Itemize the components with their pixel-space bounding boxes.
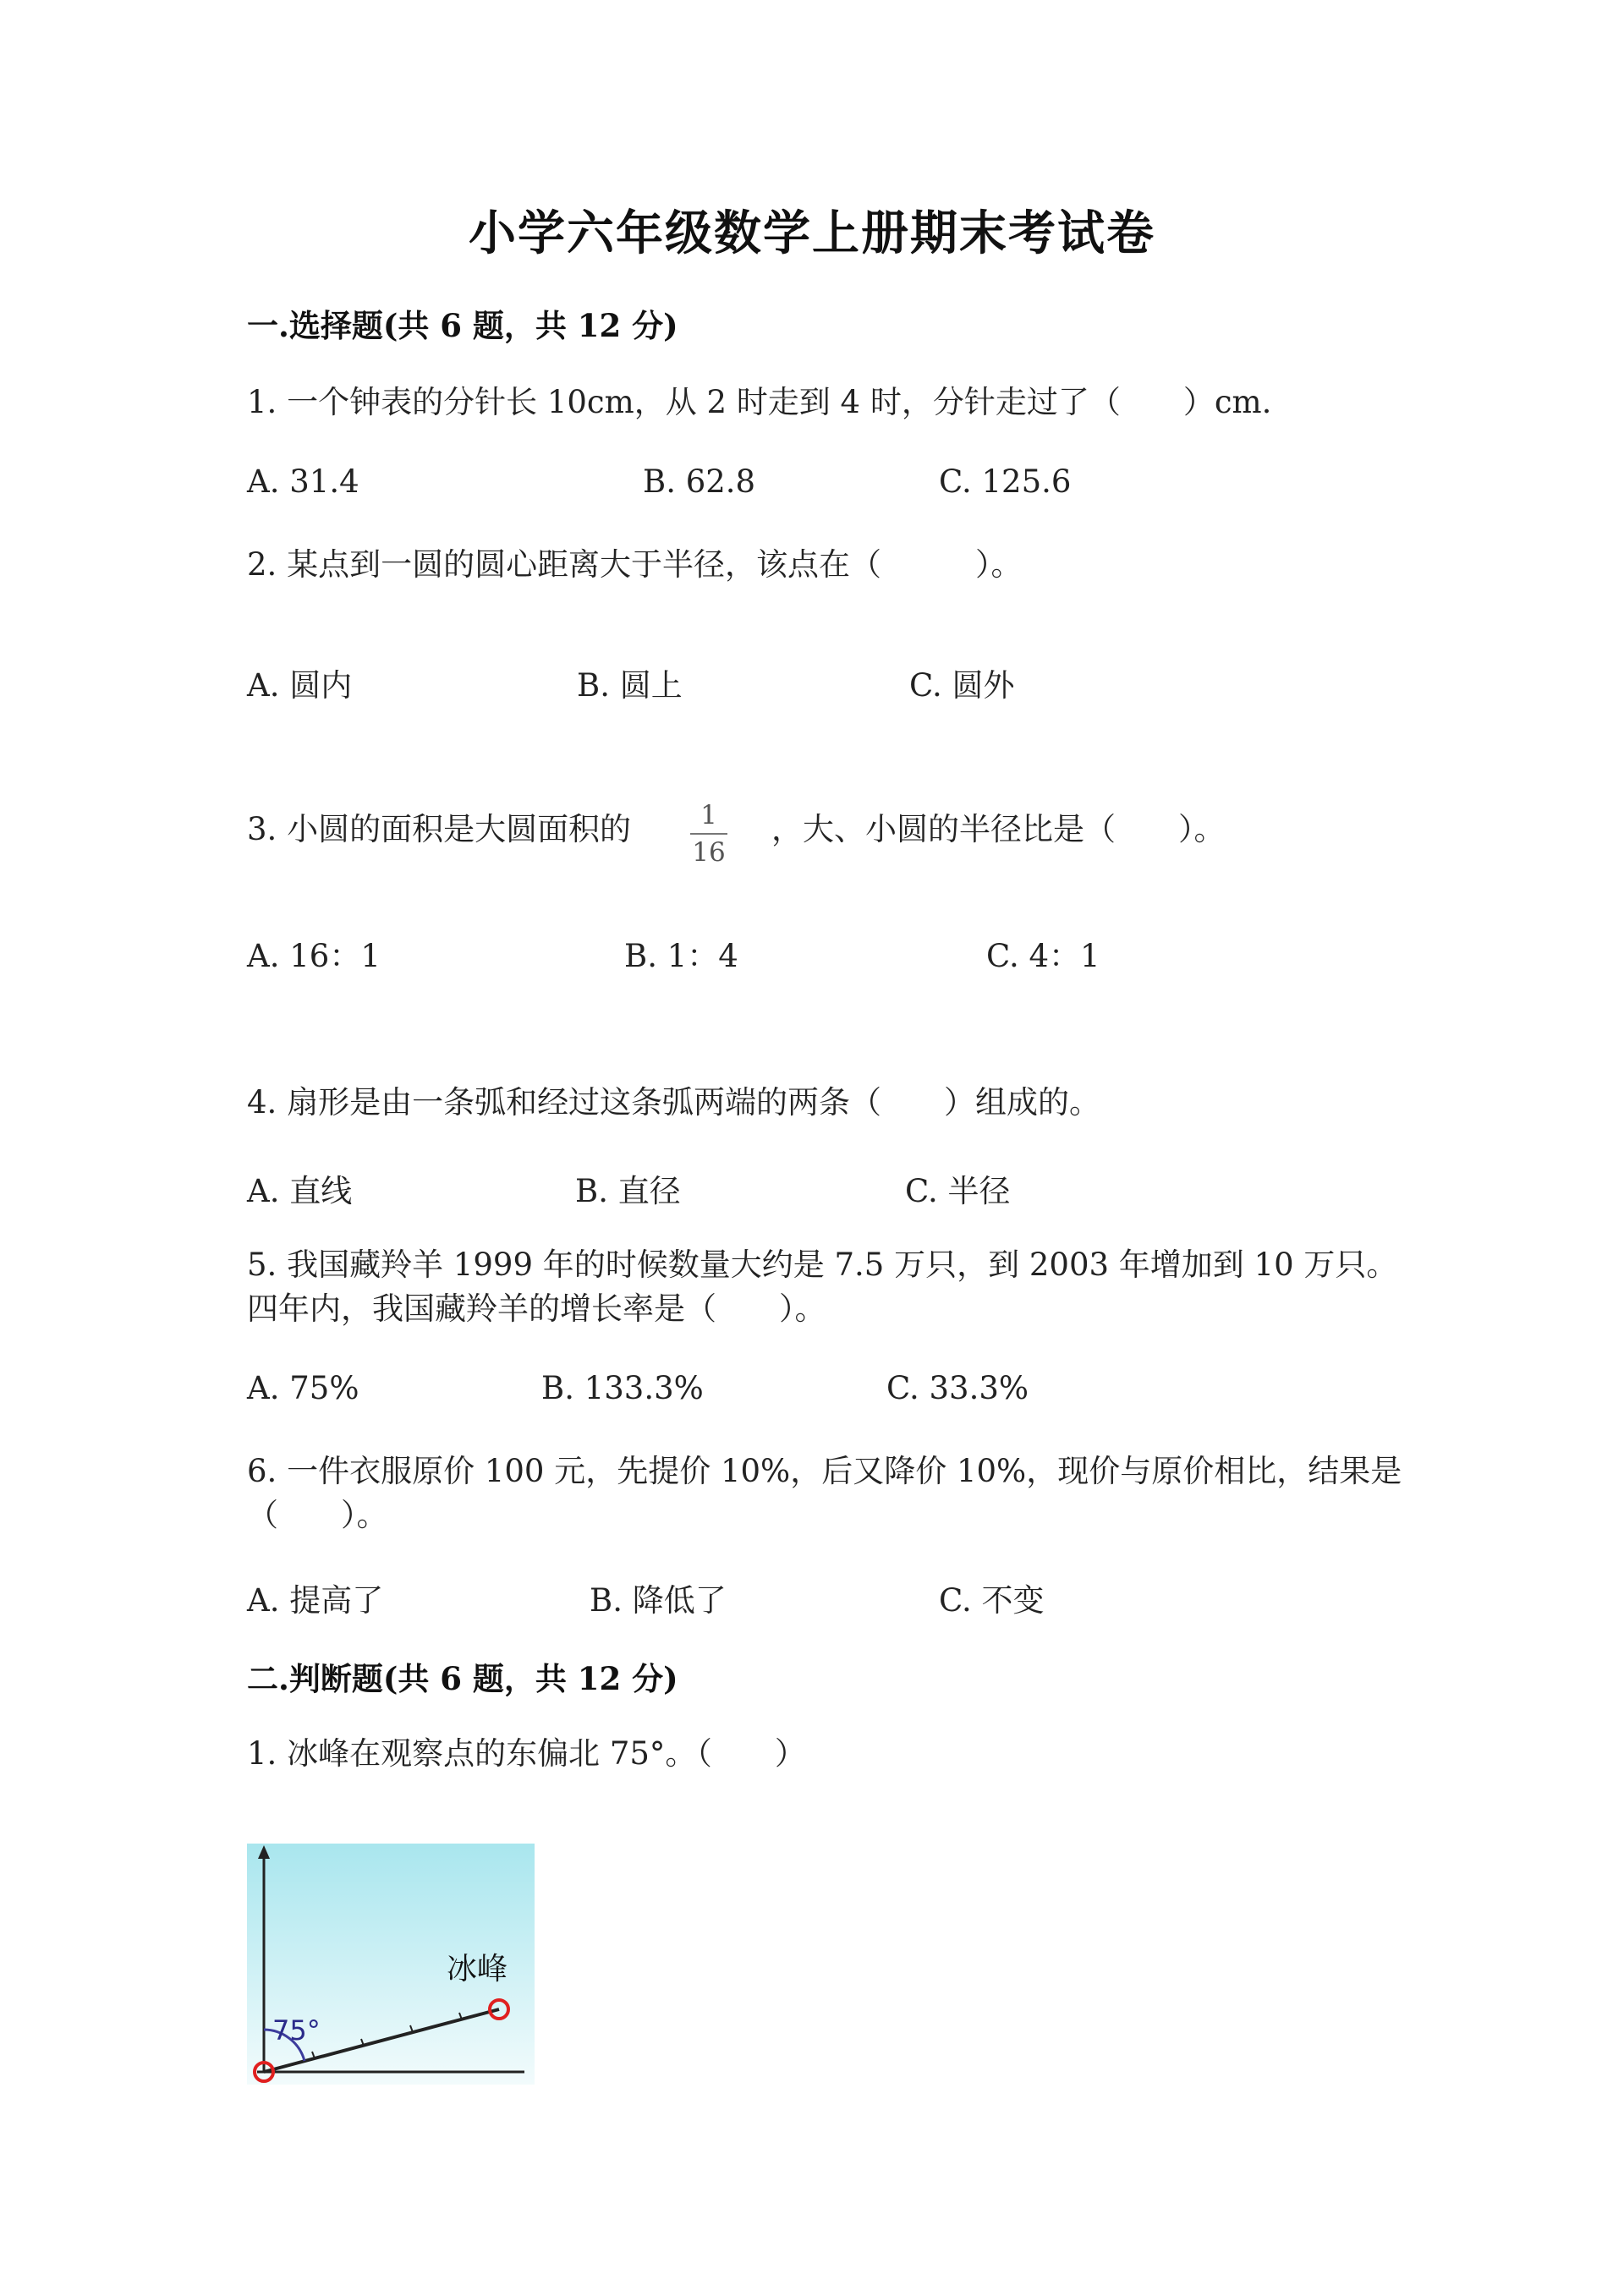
question-1-6-line2: （ ）。 <box>247 1497 388 1533</box>
direction-figure <box>247 1844 535 2085</box>
q1-2-option-c: C. 圆外 <box>909 667 1015 704</box>
section-heading-choice: 一.选择题(共 6 题，共 12 分) <box>247 307 678 344</box>
question-1-4: 4. 扇形是由一条弧和经过这条弧两端的两条（ ）组成的。 <box>247 1084 1101 1121</box>
fraction-bar <box>690 833 727 835</box>
q1-2-option-b: B. 圆上 <box>577 667 683 704</box>
page-title: 小学六年级数学上册期末考试卷 <box>469 205 1155 261</box>
q1-4-option-c: C. 半径 <box>905 1173 1011 1209</box>
fraction-numerator: 1 <box>700 800 717 830</box>
question-1-3-prefix: 3. 小圆的面积是大圆面积的 <box>247 811 632 847</box>
q1-6-option-c: C. 不变 <box>939 1582 1045 1619</box>
q1-4-option-a: A. 直线 <box>247 1173 353 1209</box>
q1-5-option-a: A. 75% <box>247 1370 359 1406</box>
q1-3-option-b: B. 1：4 <box>624 938 738 974</box>
place-label: 冰峰 <box>447 1952 508 1986</box>
fraction-denominator: 16 <box>692 837 726 868</box>
q1-1-option-a: A. 31.4 <box>247 463 359 500</box>
section-heading-judgement: 二.判断题(共 6 题，共 12 分) <box>247 1660 678 1697</box>
question-1-6-line1: 6. 一件衣服原价 100 元，先提价 10%，后又降价 10%，现价与原价相比，结果是 <box>247 1453 1402 1489</box>
q1-2-option-a: A. 圆内 <box>247 667 353 704</box>
question-1-5-line1: 5. 我国藏羚羊 1999 年的时候数量大约是 7.5 万只，到 2003 年增加到 10 万只。 <box>247 1247 1398 1283</box>
q1-1-option-c: C. 125.6 <box>939 463 1072 500</box>
q1-3-option-c: C. 4：1 <box>986 938 1100 974</box>
question-1-5-line2: 四年内，我国藏羚羊的增长率是（ ）。 <box>247 1290 826 1327</box>
angle-label: 75° <box>272 2014 321 2047</box>
fraction-one-sixteenth <box>685 799 732 869</box>
q1-5-option-c: C. 33.3% <box>886 1370 1029 1406</box>
q1-6-option-b: B. 降低了 <box>590 1582 727 1619</box>
question-1-2: 2. 某点到一圆的圆心距离大于半径，该点在（ ）。 <box>247 546 1023 583</box>
q1-4-option-b: B. 直径 <box>575 1173 681 1209</box>
q1-3-option-a: A. 16：1 <box>247 938 381 974</box>
question-1-3-suffix: ，大、小圆的半径比是（ ）。 <box>771 811 1226 847</box>
q1-1-option-b: B. 62.8 <box>643 463 756 500</box>
question-2-1: 1. 冰峰在观察点的东偏北 75°。（ ） <box>247 1735 806 1772</box>
question-1-1: 1. 一个钟表的分针长 10cm，从 2 时走到 4 时，分针走过了（ ）cm. <box>247 384 1272 420</box>
q1-5-option-b: B. 133.3% <box>541 1370 704 1406</box>
q1-6-option-a: A. 提高了 <box>247 1582 384 1619</box>
